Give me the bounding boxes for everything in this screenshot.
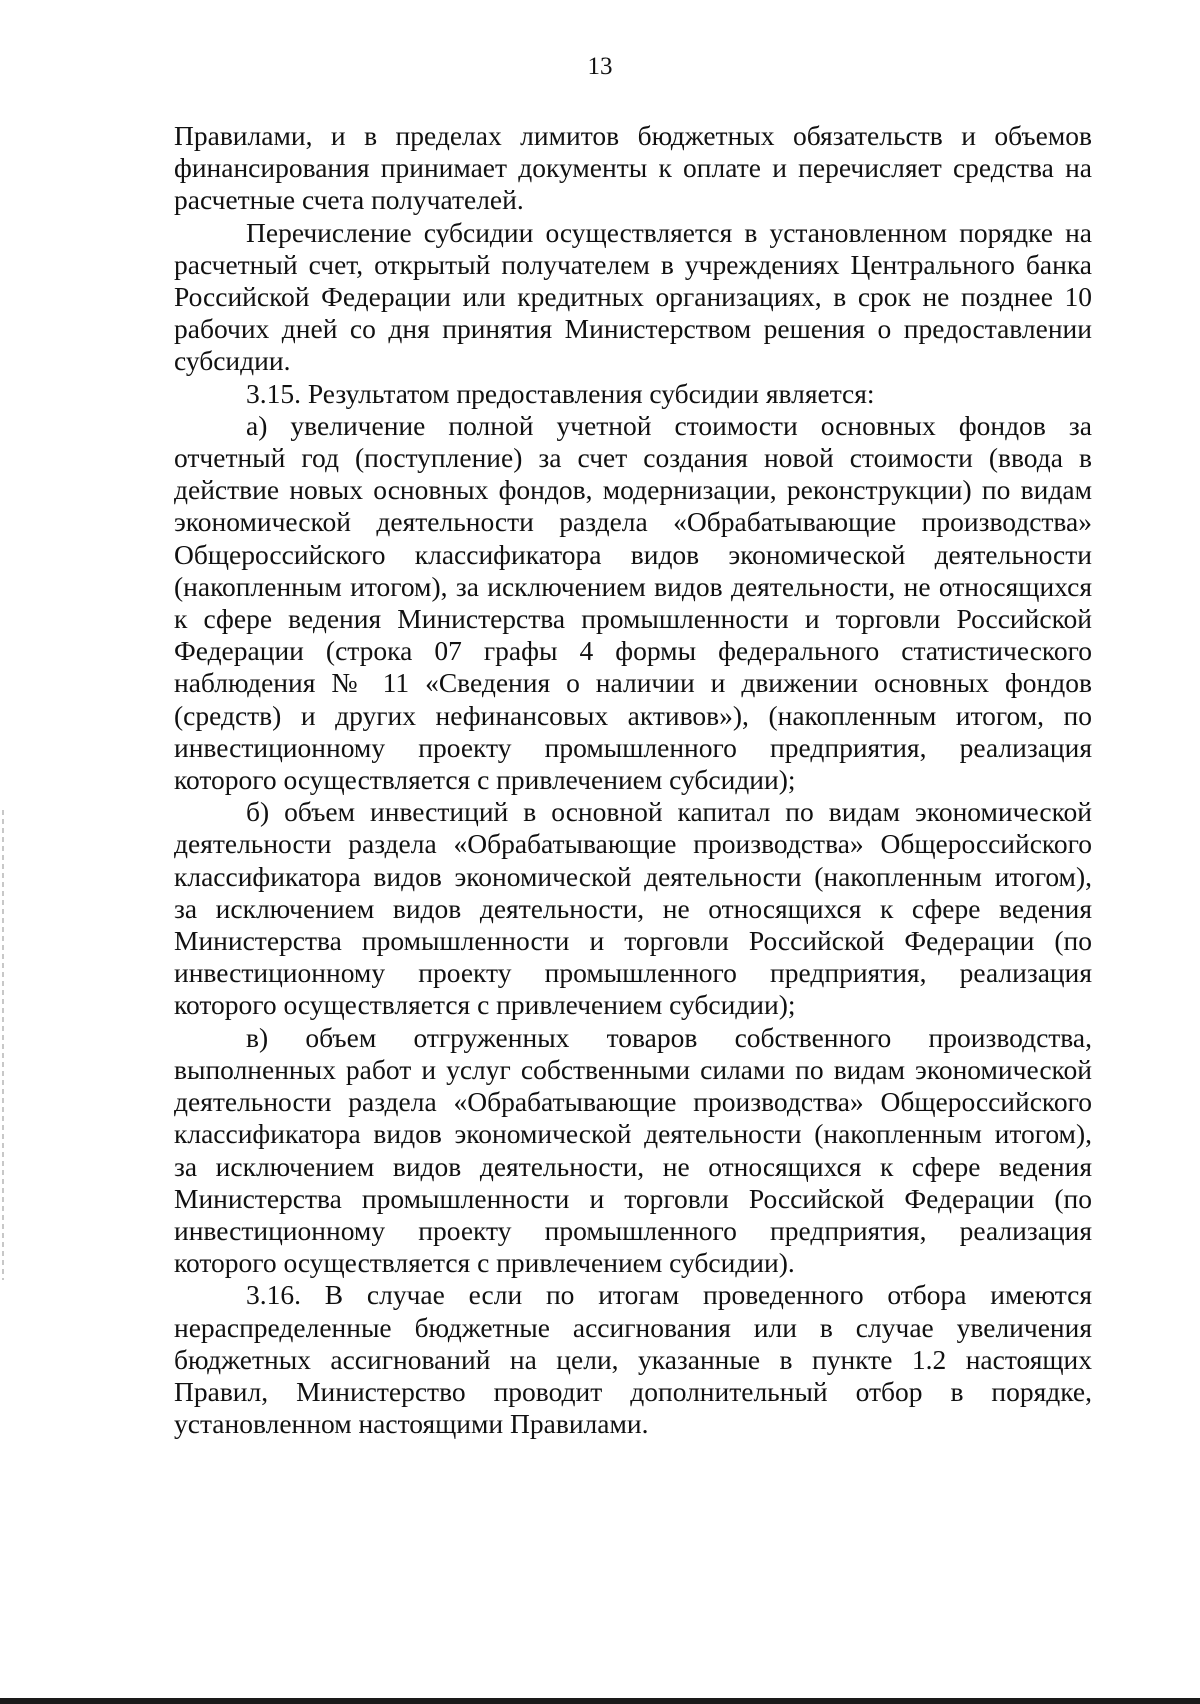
paragraph-3-15-b: б) объем инвестиций в основной капитал по видам экономической деятельности раздела «Обрабатывающие производства» Общероссийского классификатора видов экономической деятельности (накопленным итогом), за исключением видов деятельности, не относящихся к сфере ведения Министерства промышленности и торговли Российской Федерации (по инвестиционному проекту промышленного предприятия, реализация которого осуществляется с привлечением субсидии); xyxy=(174,796,1092,1021)
paragraph-3-15-a: а) увеличение полной учетной стоимости основных фондов за отчетный год (поступление) за счет создания новой стоимости (ввода в действие новых основных фондов, модернизации, реконструкции) по видам экономической деятельности раздела «Обрабатывающие производства» Общероссийского классификатора видов экономической деятельности (накопленным итогом), за исключением видов деятельности, не относящихся к сфере ведения Министерства промышленности и торговли Российской Федерации (строка 07 графы 4 формы федерального статистического наблюдения № 11 «Сведения о наличии и движении основных фондов (средств) и других нефинансовых активов»), (накопленным итогом, по инвестиционному проекту промышленного предприятия, реализация которого осуществляется с привлечением субсидии); xyxy=(174,409,1092,796)
page-number: 13 xyxy=(587,53,613,80)
scan-binding-mark xyxy=(2,810,4,1280)
paragraph-3-15-heading: 3.15. Результатом предоставления субсидии является: xyxy=(246,377,875,409)
document-body xyxy=(174,120,1092,1440)
paragraph-3-16: 3.16. В случае если по итогам проведенного отбора имеются нераспределенные бюджетные ассигнования или в случае увеличения бюджетных ассигнований на цели, указанные в пункте 1.2 настоящих Правил, Министерство проводит дополнительный отбор в порядке, установленном настоящими Правилами. xyxy=(174,1279,1092,1440)
paragraph-3-15-v: в) объем отгруженных товаров собственного производства, выполненных работ и услуг собственными силами по видам экономической деятельности раздела «Обрабатывающие производства» Общероссийского классификатора видов экономической деятельности (накопленным итогом), за исключением видов деятельности, не относящихся к сфере ведения Министерства промышленности и торговли Российской Федерации (по инвестиционному проекту промышленного предприятия, реализация которого осуществляется с привлечением субсидии). xyxy=(174,1021,1092,1279)
paragraph-continuation: Правилами, и в пределах лимитов бюджетных обязательств и объемов финансирования принимает документы к оплате и перечисляет средства на расчетные счета получателей. xyxy=(174,120,1092,216)
scan-bottom-edge xyxy=(0,1698,1200,1704)
paragraph-subsidy-transfer: Перечисление субсидии осуществляется в установленном порядке на расчетный счет, открытый получателем в учреждениях Центрального банка Российской Федерации или кредитных организациях, в срок не позднее 10 рабочих дней со дня принятия Министерством решения о предоставлении субсидии. xyxy=(174,216,1092,377)
